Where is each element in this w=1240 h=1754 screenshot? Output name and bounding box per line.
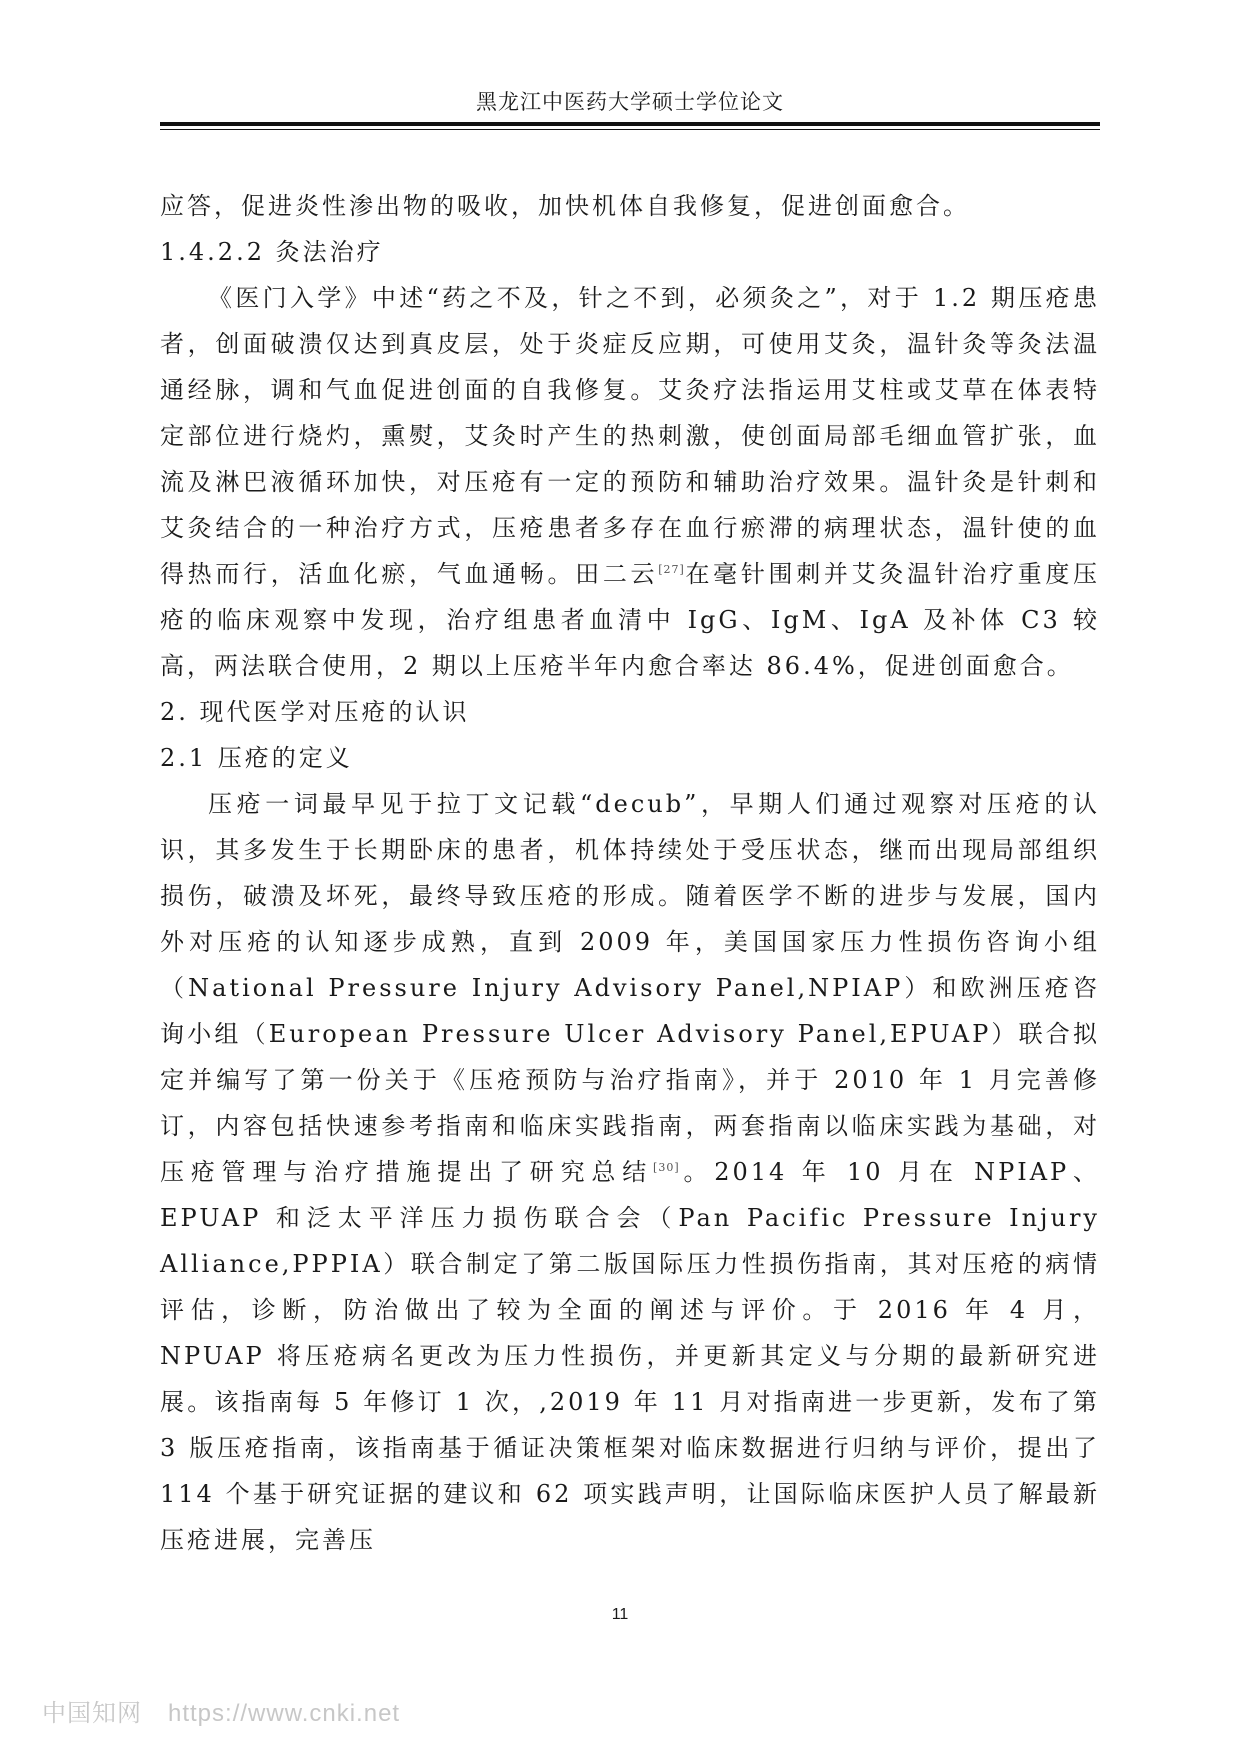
- heading-2-1: 2.1 压疮的定义: [160, 744, 353, 772]
- heading-1-4-2-2: 1.4.2.2 灸法治疗: [160, 238, 384, 266]
- paragraph-definition-text-a: 压疮一词最早见于拉丁文记载“decub”，早期人们通过观察对压疮的认识，其多发生于长期卧床的患者，机体持续处于受压状态，继而出现局部组织损伤，破溃及坏死，最终导致压疮的形成。随着医学不断的进步与发展，国内外对压疮的认知逐步成熟，直到 2009 年，美国国家压力性损伤咨询小组（National Pressure Injury Advisory Panel,NPIAP）和欧洲压疮咨询小组（European Pressure Ulcer Advisory Panel,EPUAP）联合拟定并编写了第一份关于《压疮预防与治疗指南》，并于 2010 年 1 月完善修订，内容包括快速参考指南和临床实践指南，两套指南以临床实践为基础，对压疮管理与治疗措施提出了研究总结: [160, 790, 1100, 1186]
- paragraph-definition: [160, 781, 1100, 1563]
- citation-30: [30]: [653, 1161, 680, 1174]
- watermark: [42, 1693, 400, 1728]
- running-header: 黑龙江中医药大学硕士学位论文: [476, 90, 784, 114]
- header-rule-thin: [160, 129, 1100, 130]
- paragraph-definition-text-b: 。2014 年 10 月在 NPIAP、EPUAP 和泛太平洋压力损伤联合会（Pan Pacific Pressure Injury Alliance,PPPIA）联合制定了第二版国际压力性损伤指南，其对压疮的病情评估，诊断，防治做出了较为全面的阐述与评价。于 2016 年 4 月，NPUAP 将压疮病名更改为压力性损伤，并更新其定义与分期的最新研究进展。该指南每 5 年修订 1 次，,2019 年 11 月对指南进一步更新，发布了第 3 版压疮指南，该指南基于循证决策框架对临床数据进行归纳与评价，提出了 114 个基于研究证据的建议和 62 项实践声明，让国际临床医护人员了解最新压疮进展，完善压: [160, 1158, 1101, 1554]
- paragraph-continuation: 应答，促进炎性渗出物的吸收，加快机体自我修复，促进创面愈合。: [160, 192, 970, 220]
- header-rule-thick: [160, 122, 1100, 126]
- page-number: 11: [611, 1606, 629, 1623]
- watermark-brand: 中国知网: [42, 1700, 142, 1727]
- citation-27: [27]: [658, 563, 685, 576]
- body-text: [160, 183, 1100, 1563]
- paragraph-moxibustion: [160, 275, 1100, 689]
- watermark-url: https://www.cnki.net: [168, 1700, 401, 1727]
- heading-2: 2. 现代医学对压疮的认识: [160, 698, 470, 726]
- paragraph-moxibustion-text-a: 《医门入学》中述“药之不及，针之不到，必须灸之”，对于 1.2 期压疮患者，创面破溃仅达到真皮层，处于炎症反应期，可使用艾灸，温针灸等灸法温通经脉，调和气血促进创面的自我修复。艾灸疗法指运用艾柱或艾草在体表特定部位进行烧灼，熏熨，艾灸时产生的热刺激，使创面局部毛细血管扩张，血流及淋巴液循环加快，对压疮有一定的预防和辅助治疗效果。温针灸是针刺和艾灸结合的一种治疗方式，压疮患者多存在血行瘀滞的病理状态，温针使的血得热而行，活血化瘀，气血通畅。田二云: [160, 284, 1100, 588]
- paragraph-moxibustion-text-b: 在毫针围刺并艾灸温针治疗重度压疮的临床观察中发现，治疗组患者血清中 IgG、IgM、IgA 及补体 C3 较高，两法联合使用，2 期以上压疮半年内愈合率达 86.4%，促进创面愈合。: [160, 560, 1101, 680]
